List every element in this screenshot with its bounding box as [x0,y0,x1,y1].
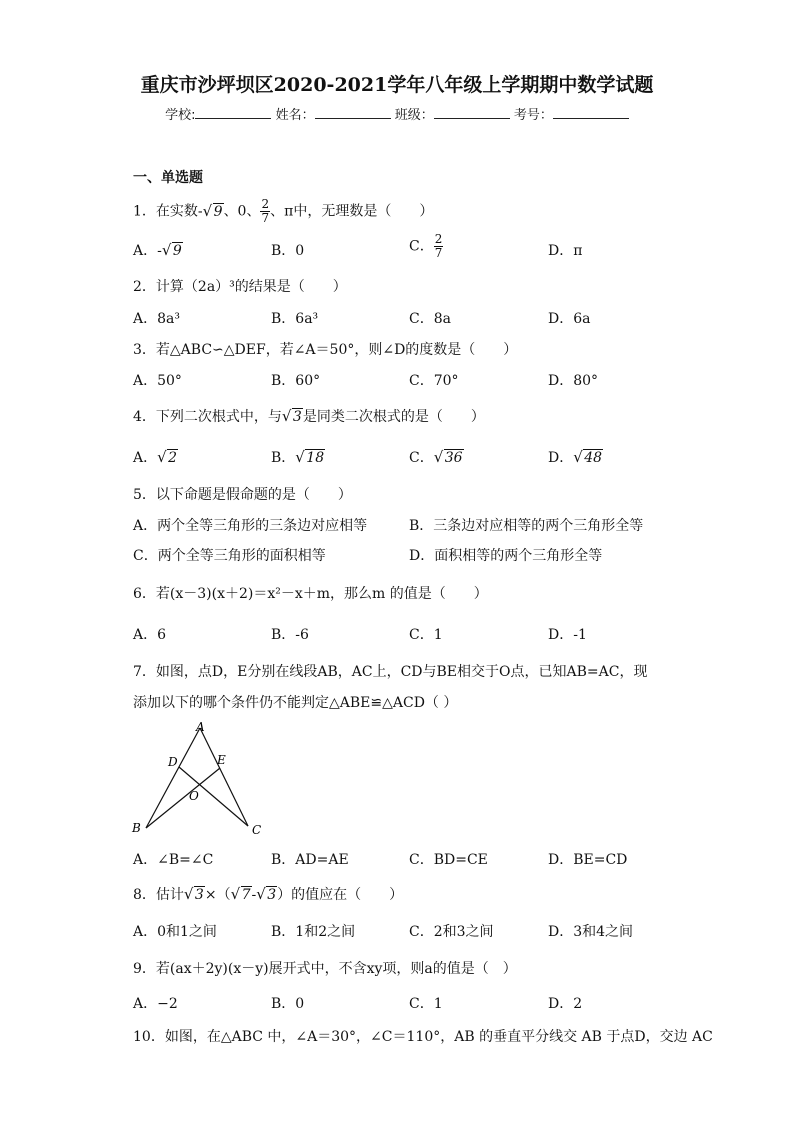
q5-option-a[interactable]: A．两个全等三角形的三条边对应相等 [133,518,368,534]
q8-option-a[interactable]: A．0和1之间 [133,924,217,940]
class-blank[interactable] [434,106,510,119]
label-d: D [168,755,178,769]
q7-option-a[interactable]: A．∠B=∠C [133,852,214,868]
q5-option-b[interactable]: B．三条边对应相等的两个三角形全等 [409,518,644,534]
q9-option-d[interactable]: D．2 [548,996,583,1012]
q7-option-c[interactable]: C．BD=CE [409,852,488,868]
label-e: E [217,753,226,767]
q8-option-d[interactable]: D．3和4之间 [548,924,634,940]
q4-option-a[interactable]: A．√ 2 [133,447,178,467]
triangle-figure [128,716,268,840]
student-info-line [0,104,794,123]
q5-option-c[interactable]: C．两个全等三角形的面积相等 [133,548,326,564]
q1-option-d[interactable]: D．π [548,243,583,259]
page-title: 重庆市沙坪坝区2020-2021学年八年级上学期期中数学试题 [140,74,654,96]
question-1-stem: 1．在实数-√ 9、0、 $\frac{2}{7}$ 、π中，无理数是（ ） [133,198,433,225]
q9-option-a[interactable]: A．−2 [133,996,178,1012]
q6-option-c[interactable]: C．1 [409,627,443,643]
q6-option-d[interactable]: D．-1 [548,627,587,643]
question-9-stem: 9．若(ax＋2y)(x－y)展开式中，不含xy项，则a的值是（ ） [133,961,517,977]
question-7-stem-line-2: 添加以下的哪个条件仍不能判定△ABE≌△ACD（ ） [133,695,458,711]
q1-option-a[interactable]: A．-√ 9 [133,240,183,260]
question-4-stem: 4．下列二次根式中，与√ 3是同类二次根式的是（ ） [133,406,485,426]
fraction: $\frac{2}{7}$ [261,197,270,225]
q3-option-b[interactable]: B．60° [271,373,321,389]
q8-option-c[interactable]: C．2和3之间 [409,924,494,940]
q2-option-a[interactable]: A．8a³ [133,311,180,327]
q4-option-d[interactable]: D．√ 48 [548,447,603,467]
q5-option-d[interactable]: D．面积相等的两个三角形全等 [409,548,603,564]
q6-option-a[interactable]: A．6 [133,627,167,643]
question-2-stem: 2．计算（2a）³的结果是（ ） [133,279,347,295]
q1-option-b[interactable]: B．0 [271,243,305,259]
q3-option-c[interactable]: C．70° [409,373,459,389]
segment-ac [200,728,248,826]
question-6-stem: 6．若(x－3)(x＋2)＝x²－x＋m，那么m 的值是（ ） [133,586,488,602]
q9-option-c[interactable]: C．1 [409,996,443,1012]
name-blank[interactable] [315,106,391,119]
question-7-stem-line-1: 7．如图，点D，E分别在线段AB，AC上，CD与BE相交于O点，已知AB=AC，现 [133,664,648,680]
label-a: A [196,720,205,734]
q8-option-b[interactable]: B．1和2之间 [271,924,356,940]
school-blank[interactable] [195,106,271,119]
section-heading: 一、单选题 [133,170,203,186]
segment-be [146,768,220,828]
question-10-stem: 10．如图，在△ABC 中，∠A＝30°，∠C＝110°，AB 的垂直平分线交 AB 于点D，交边 AC [133,1029,713,1045]
q7-option-d[interactable]: D．BE=CD [548,852,628,868]
exam-number-blank[interactable] [553,106,629,119]
question-8-stem: 8．估计√ 3×（√ 7-√ 3）的值应在（ ） [133,884,403,904]
label-c: C [252,823,262,837]
q1-option-c[interactable]: C． $\frac{2}{7}$ [409,232,443,260]
question-5-stem: 5．以下命题是假命题的是（ ） [133,487,352,503]
sqrt-symbol: √ 9 [204,204,224,220]
exam-number-label: 考号： [513,108,553,123]
q9-option-b[interactable]: B．0 [271,996,305,1012]
school-label: 学校: [165,108,196,123]
name-label: 姓名： [275,108,315,123]
q2-option-b[interactable]: B．6a³ [271,311,319,327]
q2-option-c[interactable]: C．8a [409,311,451,327]
class-label: 班级： [394,108,434,123]
question-3-stem: 3．若△ABC∽△DEF，若∠A＝50°，则∠D的度数是（ ） [133,342,518,358]
q2-option-d[interactable]: D．6a [548,311,591,327]
q7-option-b[interactable]: B．AD=AE [271,852,349,868]
q6-option-b[interactable]: B．-6 [271,627,309,643]
label-o: O [189,789,199,803]
q4-option-c[interactable]: C．√ 36 [409,447,464,467]
q4-option-b[interactable]: B．√ 18 [271,447,325,467]
q3-option-a[interactable]: A．50° [133,373,182,389]
label-b: B [132,821,141,835]
q3-option-d[interactable]: D．80° [548,373,599,389]
